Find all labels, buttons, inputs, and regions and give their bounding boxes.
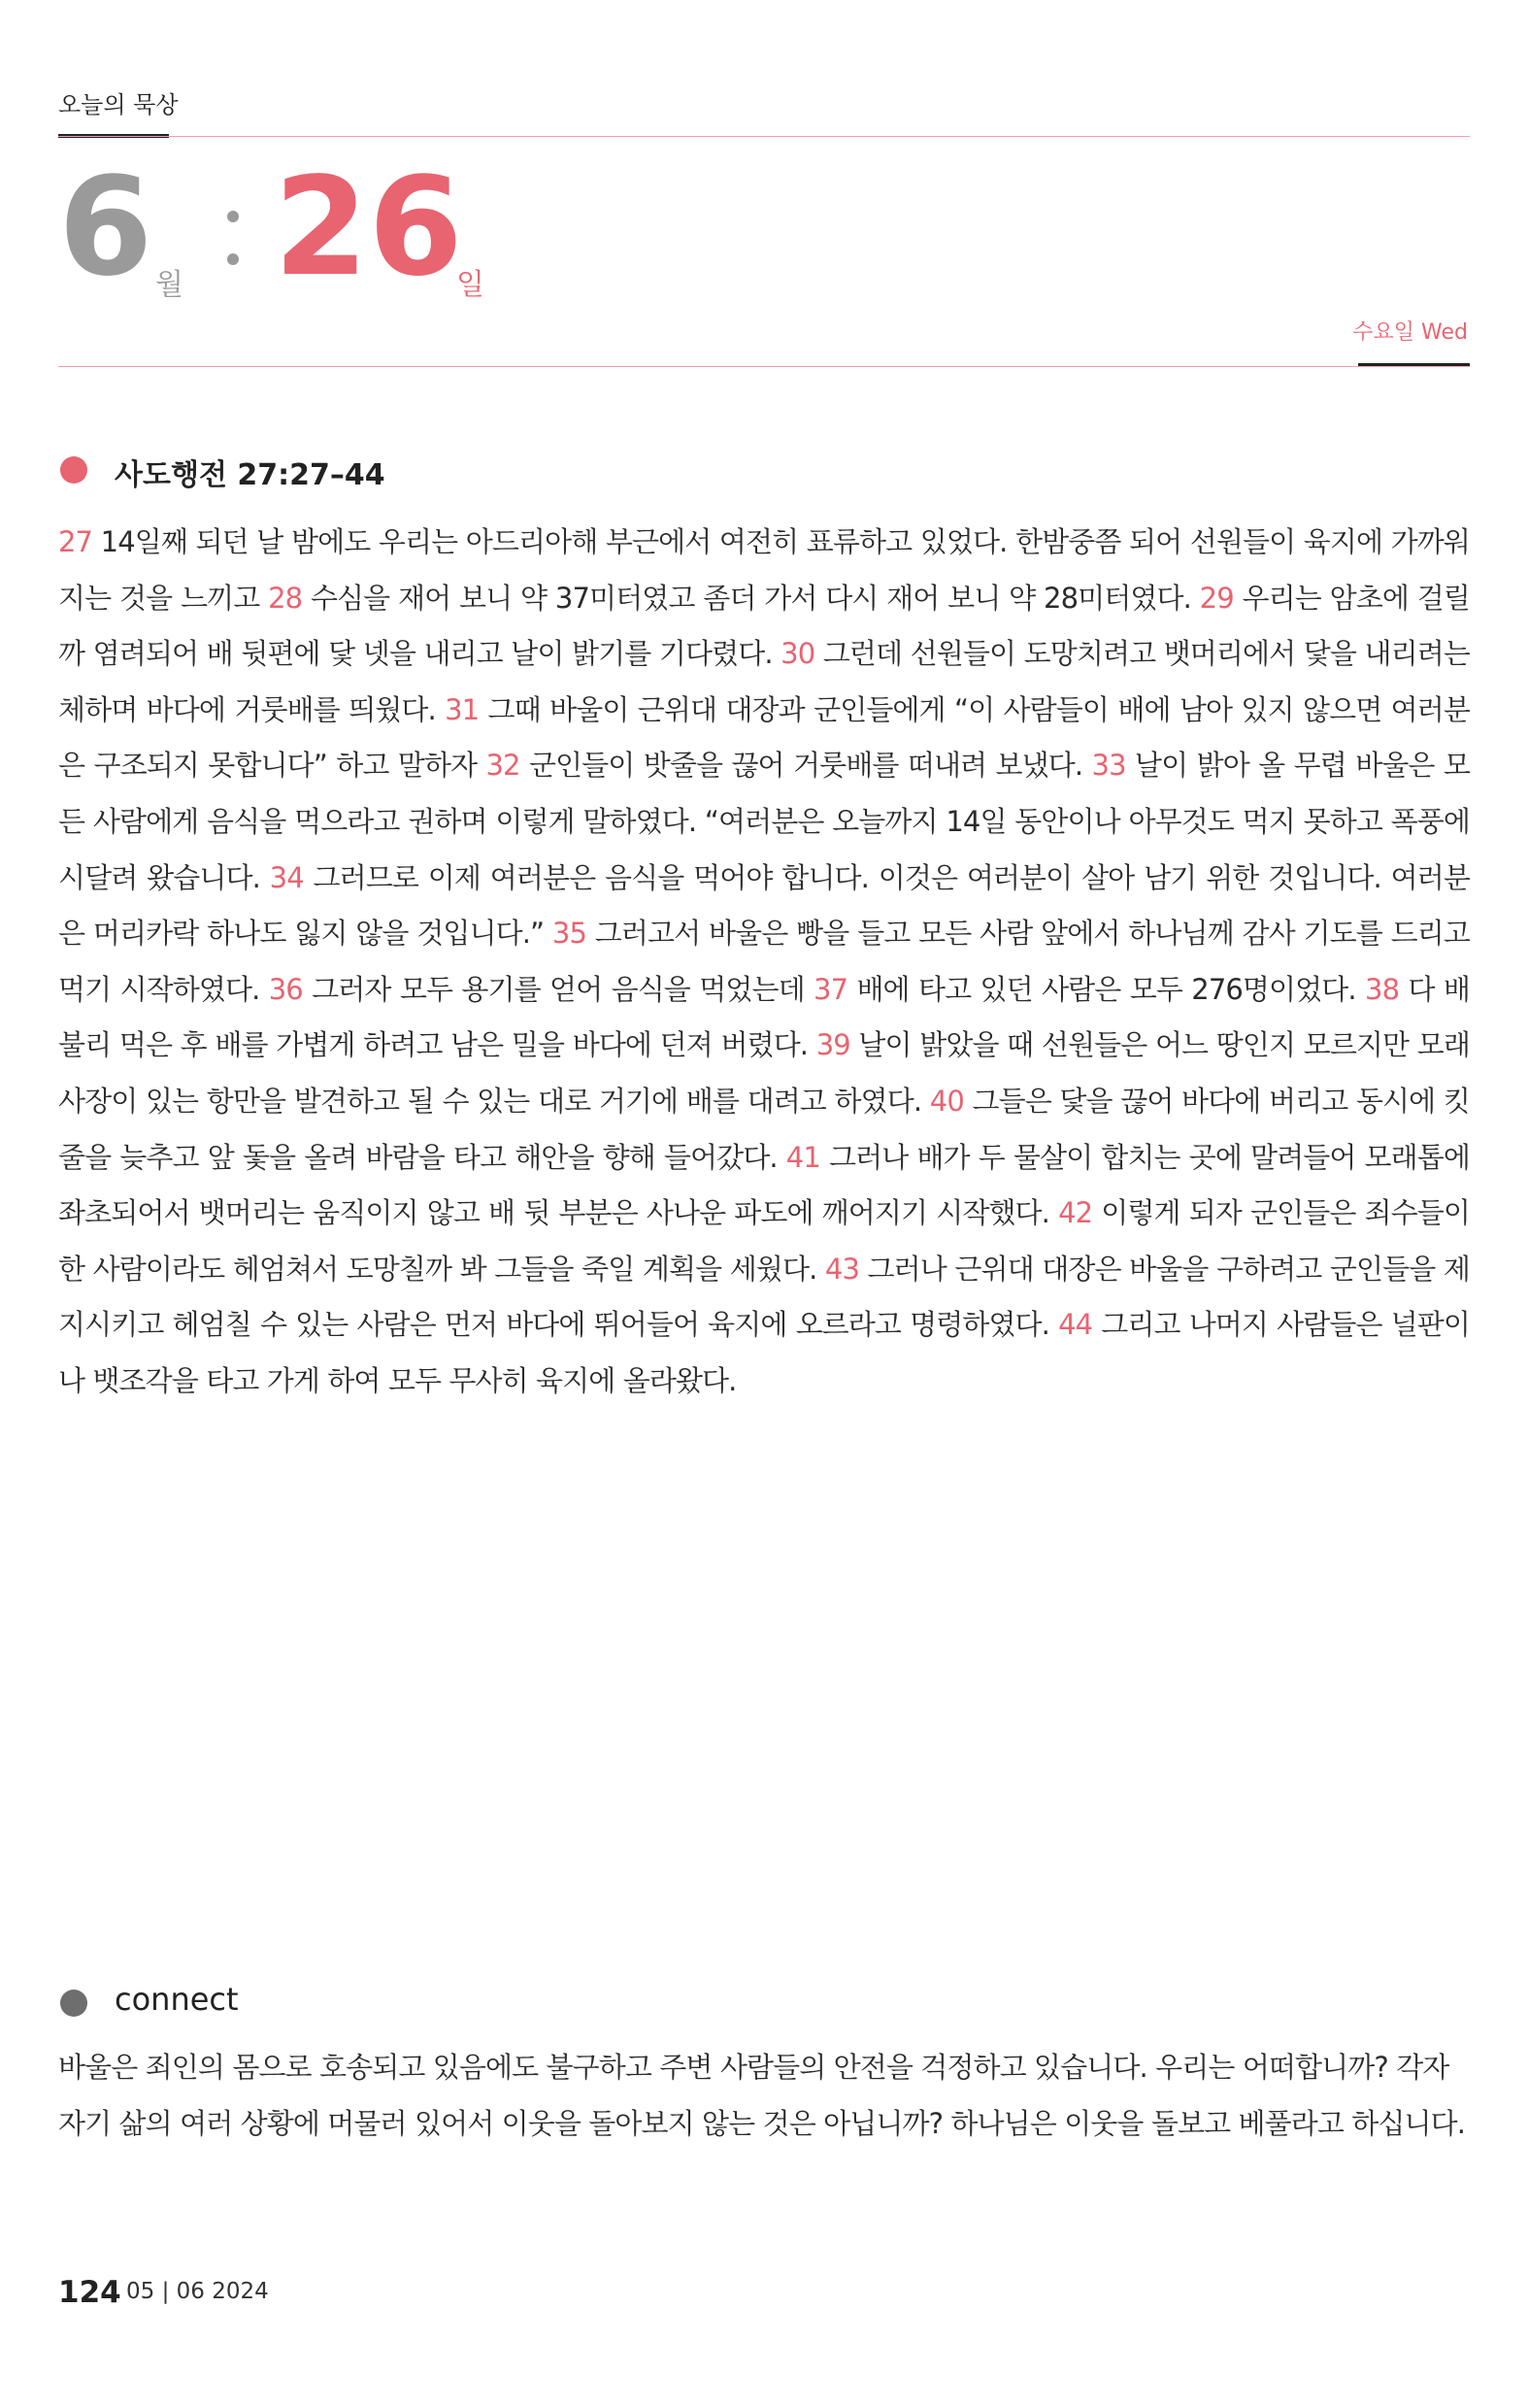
scripture-bullet-icon — [60, 456, 87, 484]
verse-text: 그들은 닻을 끊어 바다에 버리고 동시에 킷줄을 늦추고 앞 돛을 올려 바람을 타고 해안을 향해 들어갔다. — [58, 1084, 1470, 1174]
verse-number: 28 — [268, 581, 303, 615]
verse-text: 그러자 모두 용기를 얻어 음식을 먹었는데 — [302, 972, 814, 1006]
verse-text: 14일째 되던 날 밤에도 우리는 아드리아해 부근에서 여전히 표류하고 있었다. 한밤중쯤 되어 선원들이 육지에 가까워지는 것을 느끼고 — [58, 525, 1470, 615]
verse-number: 35 — [551, 917, 587, 951]
verse-text: 그때 바울이 근위대 대장과 군인들에게 “이 사람들이 배에 남아 있지 않으면 여러분은 구조되지 못합니다” 하고 말하자 — [58, 692, 1470, 783]
verse-number: 44 — [1058, 1308, 1093, 1342]
date-divider — [58, 366, 1470, 367]
issue-info: 05 | 06 2024 — [126, 2279, 269, 2304]
verse-text: 다 배불리 먹은 후 배를 가볍게 하려고 남은 밀을 바다에 던져 버렸다. — [58, 972, 1470, 1062]
weekday-label: 수요일 Wed — [1352, 320, 1468, 345]
day-unit-label: 일 — [456, 268, 484, 302]
connect-title: connect — [115, 1981, 239, 2018]
verse-number: 27 — [58, 525, 93, 558]
verse-text: 그리고 나머지 사람들은 널판이나 뱃조각을 타고 가게 하여 모두 무사히 육지에 올라왔다. — [58, 1308, 1470, 1397]
verse-number: 40 — [929, 1084, 964, 1118]
connect-bullet-icon — [60, 1990, 87, 2017]
scripture-reference: 사도행전 27:27–44 — [115, 458, 385, 492]
verse-number: 31 — [445, 692, 480, 726]
verse-text: 그런데 선원들이 도망치려고 뱃머리에서 닻을 내리려는 체하며 바다에 거룻배를 띄웠다. — [58, 637, 1470, 726]
verse-text: 그러므로 이제 여러분은 음식을 먹어야 합니다. 이것은 여러분이 살아 남기 위한 것입니다. 여러분은 머리카락 하나도 잃지 않을 것입니다.” — [58, 860, 1470, 951]
verse-number: 34 — [269, 860, 304, 894]
verse-text: 군인들이 밧줄을 끊어 거룻배를 떠내려 보냈다. — [519, 749, 1092, 783]
verse-text: 그러나 배가 두 물살이 합치는 곳에 말려들어 모래톱에 좌초되어서 뱃머리는 움직이지 않고 배 뒷 부분은 사나운 파도에 깨어지기 시작했다. — [58, 1140, 1470, 1230]
day-number: 26 — [274, 149, 463, 307]
verse-number: 38 — [1365, 972, 1400, 1006]
verse-text: 이렇게 되자 군인들은 죄수들이 한 사람이라도 헤엄쳐서 도망칠까 봐 그들을 죽일 계획을 세웠다. — [58, 1196, 1470, 1286]
verse-text: 배에 타고 있던 사람은 모두 276명이었다. — [847, 972, 1366, 1006]
verse-number: 32 — [485, 749, 520, 783]
verse-number: 41 — [785, 1140, 820, 1174]
verse-number: 37 — [814, 972, 848, 1006]
month-number: 6 — [58, 149, 153, 307]
verse-number: 42 — [1058, 1196, 1093, 1230]
scripture-text — [58, 515, 1470, 1410]
verse-text: 우리는 암초에 걸릴까 염려되어 배 뒷편에 닻 넷을 내리고 날이 밝기를 기다렸다. — [58, 581, 1470, 671]
section-label: 오늘의 묵상 — [58, 91, 179, 118]
verse-number: 36 — [268, 972, 303, 1006]
date-separator — [221, 199, 241, 277]
verse-text: 그러고서 바울은 빵을 들고 모든 사람 앞에서 하나님께 감사 기도를 드리고 먹기 시작하였다. — [58, 917, 1470, 1006]
verse-number: 43 — [824, 1252, 860, 1286]
verse-text: 수심을 재어 보니 약 37미터였고 좀더 가서 다시 재어 보니 약 28미터였다. — [302, 581, 1200, 615]
verse-text: 그러나 근위대 대장은 바울을 구하려고 군인들을 제지시키고 헤엄칠 수 있는 사람은 먼저 바다에 뛰어들어 육지에 오르라고 명령하였다. — [58, 1252, 1470, 1342]
header-divider — [58, 136, 1470, 137]
connect-text: 바울은 죄인의 몸으로 호송되고 있음에도 불구하고 주변 사람들의 안전을 걱정하고 있습니다. 우리는 어떠합니까? 각자 자기 삶의 여러 상황에 머물러 있어서 이웃을 돌아보지 않는 것은 아닙니까? 하나님은 이웃을 돌보고 베풀라고 하십니다. — [58, 2051, 1466, 2140]
verse-text: 날이 밝았을 때 선원들은 어느 땅인지 모르지만 모래 사장이 있는 항만을 발견하고 될 수 있는 대로 거기에 배를 대려고 하였다. — [58, 1028, 1470, 1118]
verse-number: 30 — [781, 637, 815, 671]
verse-number: 29 — [1199, 581, 1234, 615]
verse-number: 39 — [815, 1028, 850, 1062]
page-number: 124 — [58, 2275, 121, 2310]
verse-number: 33 — [1091, 749, 1126, 783]
month-unit-label: 월 — [155, 268, 183, 302]
verse-text: 날이 밝아 올 무렵 바울은 모든 사람에게 음식을 먹으라고 권하며 이렇게 말하였다. “여러분은 오늘까지 14일 동안이나 아무것도 먹지 못하고 폭풍에 시달려 왔습니다. — [58, 749, 1471, 894]
